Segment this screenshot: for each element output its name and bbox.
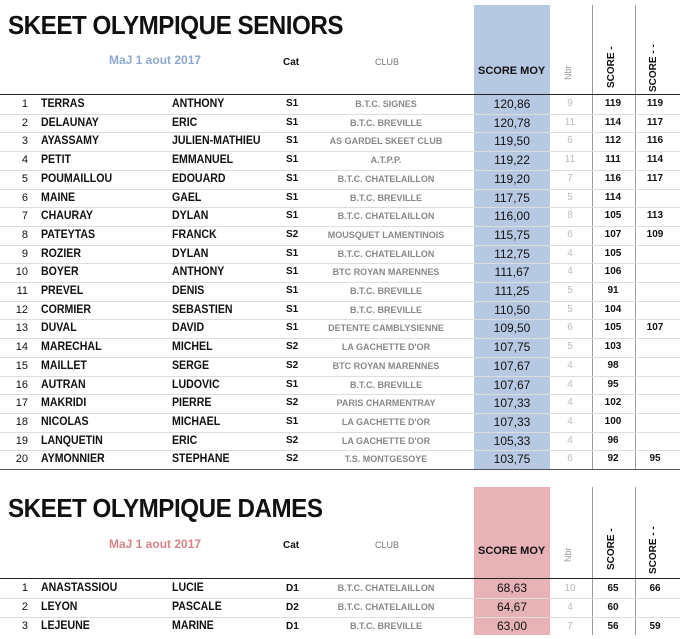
dames-header-nbr: Nbr (563, 547, 573, 562)
cell-s2: 109 (646, 228, 664, 240)
cell-rank: 3 (21, 135, 28, 148)
cell-nom: AYASSAMY (41, 135, 100, 148)
cell-rank: 15 (15, 359, 28, 372)
cell-rank: 9 (21, 247, 28, 260)
cell-cat: S1 (286, 266, 299, 278)
cell-s1: 116 (604, 172, 622, 184)
cell-nbr: 4 (567, 602, 573, 613)
cell-score: 119,20 (494, 171, 530, 186)
seniors-header-club: CLUB (375, 57, 400, 67)
cell-score: 64,67 (496, 600, 528, 614)
cell-cat: S1 (286, 116, 299, 128)
cell-prenom: GAEL (172, 191, 202, 204)
cell-club: LA GACHETTE D'OR (341, 342, 431, 353)
cell-s2: 119 (646, 98, 664, 109)
cell-nbr: 5 (567, 285, 573, 296)
cell-prenom: PASCALE (172, 601, 222, 613)
table-row (0, 132, 680, 151)
cell-cat: S2 (286, 434, 299, 446)
cell-nom: ANASTASSIOU (41, 582, 118, 594)
seniors-header-score1: SCORE - (606, 46, 617, 88)
cell-s1: 95 (607, 378, 619, 390)
seniors-header-score: SCORE MOY (478, 65, 546, 77)
table-row (0, 151, 680, 170)
cell-club: MOUSQUET LAMENTINOIS (327, 229, 445, 240)
seniors-title: SKEET OLYMPIQUE SENIORS (8, 10, 344, 40)
cell-s1: 112 (604, 135, 622, 147)
cell-s1: 102 (604, 397, 622, 409)
cell-s1: 103 (604, 341, 622, 353)
cell-nom: ROZIER (41, 247, 81, 260)
cell-rank: 7 (21, 210, 28, 223)
cell-nbr: 8 (567, 210, 573, 222)
cell-score: 68,63 (496, 581, 528, 595)
cell-score: 103,75 (493, 452, 531, 467)
cell-score: 119,22 (494, 153, 530, 168)
cell-s1: 56 (607, 621, 619, 632)
cell-nom: PATEYTAS (41, 228, 96, 241)
cell-score: 107,33 (493, 414, 531, 429)
cell-prenom: SEBASTIEN (172, 303, 233, 316)
cell-club: B.T.C. BREVILLE (349, 192, 422, 203)
table-row (0, 579, 680, 598)
cell-s1: 91 (607, 285, 619, 296)
cell-club: B.T.C. SIGNES (355, 99, 417, 109)
cell-nom: MARECHAL (41, 341, 102, 354)
cell-nbr: 4 (567, 434, 573, 446)
cell-prenom: ANTHONY (172, 98, 225, 110)
cell-cat: S1 (286, 135, 299, 147)
cell-nom: MAKRIDI (41, 397, 87, 410)
cell-cat: S2 (286, 341, 299, 353)
cell-s1: 106 (604, 266, 622, 278)
cell-prenom: ANTHONY (172, 266, 225, 279)
cell-club: B.T.C. BREVILLE (349, 286, 422, 296)
cell-rank: 1 (21, 98, 28, 110)
cell-s2: 113 (646, 210, 664, 222)
cell-s1: 98 (607, 359, 619, 371)
table-row (0, 245, 680, 264)
cell-nbr: 4 (567, 397, 573, 409)
cell-score: 107,75 (493, 340, 531, 355)
table-row (0, 394, 680, 413)
dames-header-score2: SCORE - - (648, 526, 659, 574)
cell-rank: 17 (15, 397, 28, 410)
cell-score: 107,67 (493, 358, 531, 373)
cell-score: 105,33 (493, 433, 531, 448)
cell-score: 116,00 (494, 209, 530, 224)
cell-prenom: MICHAEL (172, 415, 221, 428)
cell-nom: NICOLAS (41, 415, 89, 428)
cell-s2: 117 (646, 172, 664, 184)
cell-cat: S1 (286, 378, 299, 390)
cell-score: 107,67 (493, 377, 531, 392)
cell-rank: 10 (15, 266, 28, 279)
cell-prenom: STEPHANE (172, 453, 230, 466)
cell-cat: S1 (286, 247, 299, 259)
cell-rank: 4 (21, 154, 28, 167)
cell-nom: PETIT (41, 154, 71, 167)
table-row (0, 114, 680, 133)
dames-header-score1: SCORE - (606, 528, 617, 570)
cell-cat: S1 (286, 154, 299, 166)
dames-update-date: MaJ 1 aout 2017 (109, 537, 202, 551)
cell-club: BTC ROYAN MARENNES (332, 267, 440, 278)
cell-s1: 105 (604, 322, 622, 334)
cell-club: B.T.C. BREVILLE (349, 379, 422, 390)
cell-club: AS GARDEL SKEET CLUB (329, 136, 443, 147)
cell-score: 115,75 (494, 227, 530, 242)
cell-club: BTC ROYAN MARENNES (332, 360, 440, 371)
cell-s1: 92 (607, 453, 619, 465)
cell-prenom: MICHEL (172, 341, 213, 354)
cell-club: B.T.C. CHATELAILLON (337, 173, 435, 184)
cell-nbr: 9 (567, 98, 573, 109)
cell-cat: S1 (286, 172, 299, 184)
cell-cat: S2 (286, 453, 299, 465)
cell-score: 117,75 (494, 190, 530, 205)
cell-s1: 107 (604, 228, 622, 240)
cell-club: B.T.C. CHATELAILLON (337, 211, 435, 222)
cell-s1: 96 (607, 434, 619, 446)
cell-club: DETENTE CAMBLYSIENNE (328, 323, 444, 334)
cell-s1: 119 (604, 98, 622, 109)
cell-score: 119,50 (494, 134, 530, 149)
dames-header-cat: Cat (283, 540, 300, 551)
cell-prenom: LUCIE (172, 582, 204, 594)
cell-nom: BOYER (41, 266, 79, 279)
cell-s1: 114 (604, 191, 622, 203)
cell-nbr: 7 (567, 621, 573, 632)
cell-cat: S1 (286, 210, 299, 222)
cell-nbr: 4 (567, 378, 573, 390)
cell-s1: 111 (605, 154, 621, 166)
cell-prenom: DYLAN (172, 210, 209, 223)
cell-club: LA GACHETTE D'OR (341, 435, 431, 446)
cell-nbr: 5 (567, 303, 573, 315)
cell-rank: 6 (21, 191, 28, 204)
table-row (0, 376, 680, 395)
cell-prenom: DYLAN (172, 247, 209, 260)
cell-cat: S1 (286, 303, 299, 315)
seniors-update-date: MaJ 1 aout 2017 (109, 53, 202, 67)
cell-nbr: 5 (567, 341, 573, 353)
cell-s2: 95 (649, 453, 661, 465)
cell-nbr: 6 (567, 135, 573, 147)
cell-nom: AYMONNIER (41, 453, 105, 466)
cell-nom: LEJEUNE (41, 620, 90, 632)
table-row (0, 598, 680, 617)
cell-cat: S1 (286, 191, 299, 203)
cell-cat: D1 (286, 583, 299, 594)
cell-score: 111,67 (494, 265, 530, 280)
cell-club: A.T.P.P. (370, 155, 402, 166)
table-row (0, 432, 680, 451)
cell-rank: 16 (15, 378, 28, 391)
cell-prenom: DENIS (172, 285, 205, 297)
cell-nbr: 7 (567, 172, 573, 184)
cell-s2: 116 (646, 135, 664, 147)
cell-cat: S1 (286, 415, 299, 427)
cell-nbr: 4 (567, 266, 573, 278)
cell-nom: DUVAL (41, 322, 77, 335)
cell-s1: 100 (604, 415, 622, 427)
cell-score: 63,00 (496, 619, 528, 633)
table-row (0, 207, 680, 226)
table-row (0, 617, 680, 636)
cell-score: 120,78 (493, 115, 531, 130)
cell-nbr: 11 (564, 154, 576, 166)
cell-prenom: EDOUARD (172, 172, 226, 185)
cell-nom: DELAUNAY (41, 116, 99, 129)
dames-title: SKEET OLYMPIQUE DAMES (8, 493, 323, 523)
cell-s1: 65 (607, 583, 619, 594)
cell-prenom: DAVID (172, 322, 205, 335)
table-row (0, 226, 680, 245)
cell-rank: 2 (21, 601, 28, 613)
cell-rank: 19 (15, 434, 28, 447)
cell-prenom: LUDOVIC (172, 378, 220, 391)
cell-rank: 14 (15, 341, 28, 354)
cell-s1: 104 (604, 303, 622, 315)
cell-nom: POUMAILLOU (41, 172, 113, 185)
cell-cat: S2 (286, 228, 299, 240)
table-row (0, 338, 680, 357)
table-row (0, 357, 680, 376)
cell-score: 120,86 (493, 97, 531, 111)
cell-nom: LANQUETIN (41, 434, 103, 447)
cell-nom: MAILLET (41, 359, 87, 372)
cell-nom: AUTRAN (41, 378, 86, 391)
table-row (0, 301, 680, 320)
cell-club: B.T.C. CHATELAILLON (337, 248, 435, 259)
cell-nom: CORMIER (41, 303, 91, 316)
seniors-header-cat: Cat (283, 57, 300, 68)
cell-prenom: SERGE (172, 359, 210, 372)
cell-nbr: 6 (567, 228, 573, 240)
seniors-header-nbr: Nbr (563, 65, 573, 80)
cell-rank: 18 (15, 415, 28, 428)
cell-club: T.S. MONTGESOYE (344, 454, 428, 465)
table-row (0, 189, 680, 208)
cell-rank: 5 (21, 172, 28, 185)
cell-cat: S1 (286, 98, 299, 109)
cell-s1: 114 (604, 116, 622, 128)
cell-club: PARIS CHARMENTRAY (336, 398, 436, 409)
cell-club: B.T.C. BREVILLE (349, 304, 422, 315)
cell-score: 110,50 (494, 302, 530, 317)
cell-s2: 107 (646, 322, 664, 334)
cell-cat: S2 (286, 359, 299, 371)
seniors-header-score2: SCORE - - (648, 44, 659, 92)
table-row (0, 263, 680, 282)
cell-club: B.T.C. CHATELAILLON (337, 602, 435, 612)
cell-prenom: JULIEN-MATHIEU (172, 135, 261, 148)
cell-score: 111,25 (494, 284, 530, 298)
cell-nom: PREVEL (41, 285, 84, 297)
table-row (0, 282, 680, 301)
cell-nbr: 5 (567, 191, 573, 203)
table-row (0, 95, 680, 114)
cell-club: B.T.C. CHATELAILLON (337, 583, 435, 593)
cell-score: 112,75 (494, 246, 530, 261)
cell-cat: D1 (286, 621, 299, 632)
cell-cat: S1 (286, 322, 299, 334)
cell-prenom: ERIC (172, 434, 198, 447)
cell-rank: 3 (21, 620, 28, 632)
cell-nom: TERRAS (41, 98, 85, 110)
cell-cat: S2 (286, 397, 299, 409)
cell-nom: LEYON (41, 601, 78, 613)
cell-club: LA GACHETTE D'OR (341, 416, 431, 427)
cell-s2: 114 (646, 154, 664, 166)
cell-rank: 2 (21, 116, 28, 129)
table-row (0, 170, 680, 189)
cell-cat: D2 (286, 602, 299, 613)
cell-rank: 11 (16, 285, 28, 297)
cell-nom: CHAURAY (41, 210, 93, 223)
cell-rank: 20 (15, 453, 28, 466)
cell-rank: 13 (15, 322, 28, 335)
cell-club: B.T.C. BREVILLE (349, 117, 422, 128)
table-row (0, 413, 680, 432)
seniors-bottom-rule (0, 469, 680, 470)
cell-nbr: 4 (567, 247, 573, 259)
dames-header-score: SCORE MOY (478, 545, 546, 557)
cell-nbr: 11 (564, 116, 576, 128)
cell-s1: 105 (604, 247, 622, 259)
cell-prenom: PIERRE (172, 397, 212, 410)
table-row (0, 450, 680, 469)
cell-rank: 1 (21, 582, 28, 594)
cell-s1: 105 (604, 210, 622, 222)
cell-score: 107,33 (493, 396, 531, 411)
cell-nbr: 10 (564, 583, 576, 594)
cell-prenom: FRANCK (172, 228, 217, 241)
cell-cat: S1 (286, 285, 299, 296)
cell-s2: 59 (649, 621, 661, 632)
cell-prenom: MARINE (172, 620, 214, 632)
cell-nbr: 6 (567, 322, 573, 334)
cell-nom: MAINE (41, 191, 76, 204)
cell-rank: 12 (15, 303, 28, 316)
cell-s2: 117 (646, 116, 664, 128)
cell-score: 109,50 (493, 321, 531, 336)
dames-header-club: CLUB (375, 540, 400, 550)
cell-s1: 60 (607, 602, 619, 613)
cell-club: B.T.C. BREVILLE (349, 621, 422, 631)
table-row (0, 319, 680, 338)
cell-s2: 66 (649, 583, 661, 594)
cell-rank: 8 (21, 228, 28, 241)
cell-nbr: 4 (567, 415, 573, 427)
cell-nbr: 4 (567, 359, 573, 371)
cell-nbr: 6 (567, 453, 573, 465)
cell-prenom: ERIC (172, 116, 198, 129)
cell-prenom: EMMANUEL (172, 154, 234, 167)
